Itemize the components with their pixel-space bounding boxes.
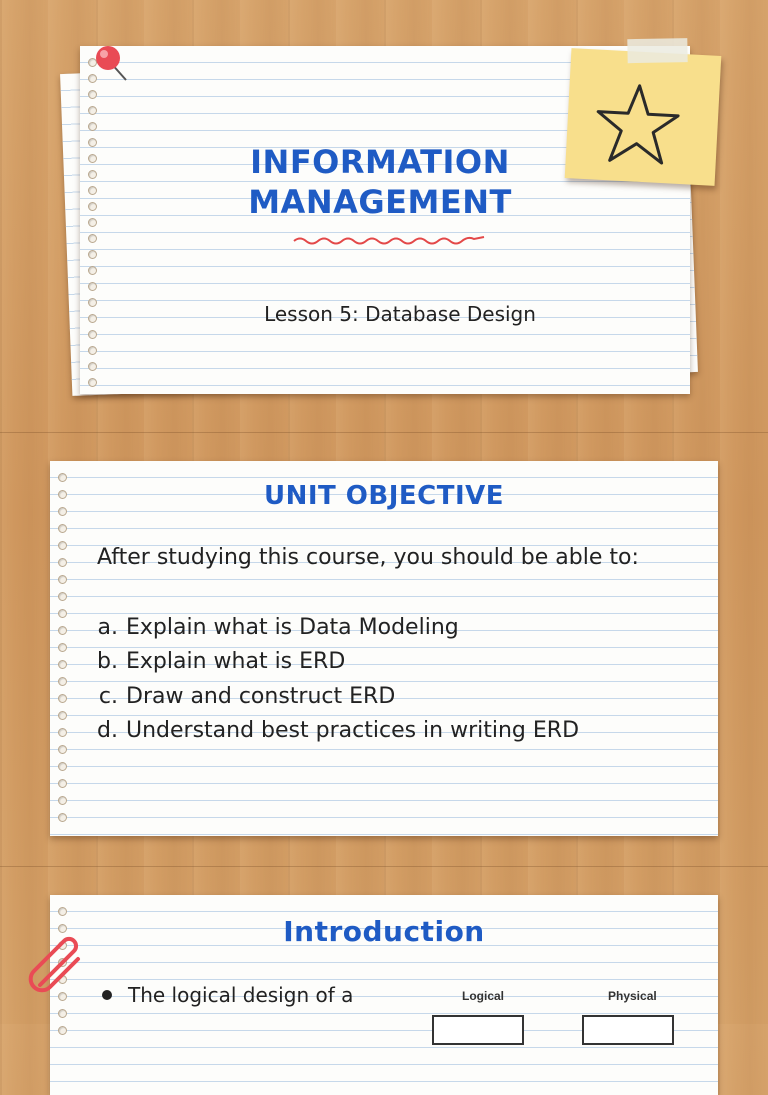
bullet-item (102, 983, 432, 1007)
list-marker: b. (97, 649, 118, 675)
physical-label: Physical (608, 989, 657, 1003)
paper-holes (88, 54, 98, 386)
objective-intro: After studying this course, you should be able to: (97, 545, 639, 570)
list-item-text: Understand best practices in writing ERD (126, 718, 580, 744)
logical-label: Logical (462, 989, 505, 1003)
objective-list (88, 610, 688, 748)
list-item (88, 679, 688, 714)
slide-unit-objective (0, 433, 768, 865)
list-item-text: Explain what is ERD (126, 649, 346, 675)
logical-box (432, 1015, 524, 1045)
physical-box (582, 1015, 674, 1045)
star-icon (592, 79, 684, 167)
slide-title (0, 0, 768, 432)
list-item-text: Draw and construct ERD (126, 683, 396, 709)
introduction-paper-sheet (50, 895, 718, 1095)
lesson-subtitle: Lesson 5: Database Design (264, 302, 536, 326)
list-item (88, 714, 688, 749)
paper-holes (58, 469, 68, 828)
title-line-1: INFORMATION (250, 143, 510, 181)
presentation-title (180, 142, 580, 222)
tape-strip (627, 38, 687, 63)
list-item (88, 645, 688, 680)
list-marker: c. (98, 683, 118, 709)
slide-introduction (0, 867, 768, 1024)
list-item (88, 610, 688, 645)
unit-objective-heading: UNIT OBJECTIVE (263, 481, 505, 511)
introduction-heading: Introduction (283, 915, 485, 948)
push-pin-icon (92, 40, 132, 84)
objective-paper-sheet (50, 461, 718, 836)
decorative-squiggle-underline (292, 234, 486, 246)
title-line-2: MANAGEMENT (248, 183, 512, 221)
paper-clip-icon (26, 933, 88, 995)
list-item-text: Explain what is Data Modeling (126, 614, 459, 640)
bullet-text: The logical design of a (128, 983, 354, 1007)
list-marker: d. (97, 718, 118, 744)
bullet-icon (102, 990, 112, 1000)
sticky-note (565, 48, 722, 186)
list-marker: a. (97, 614, 118, 640)
